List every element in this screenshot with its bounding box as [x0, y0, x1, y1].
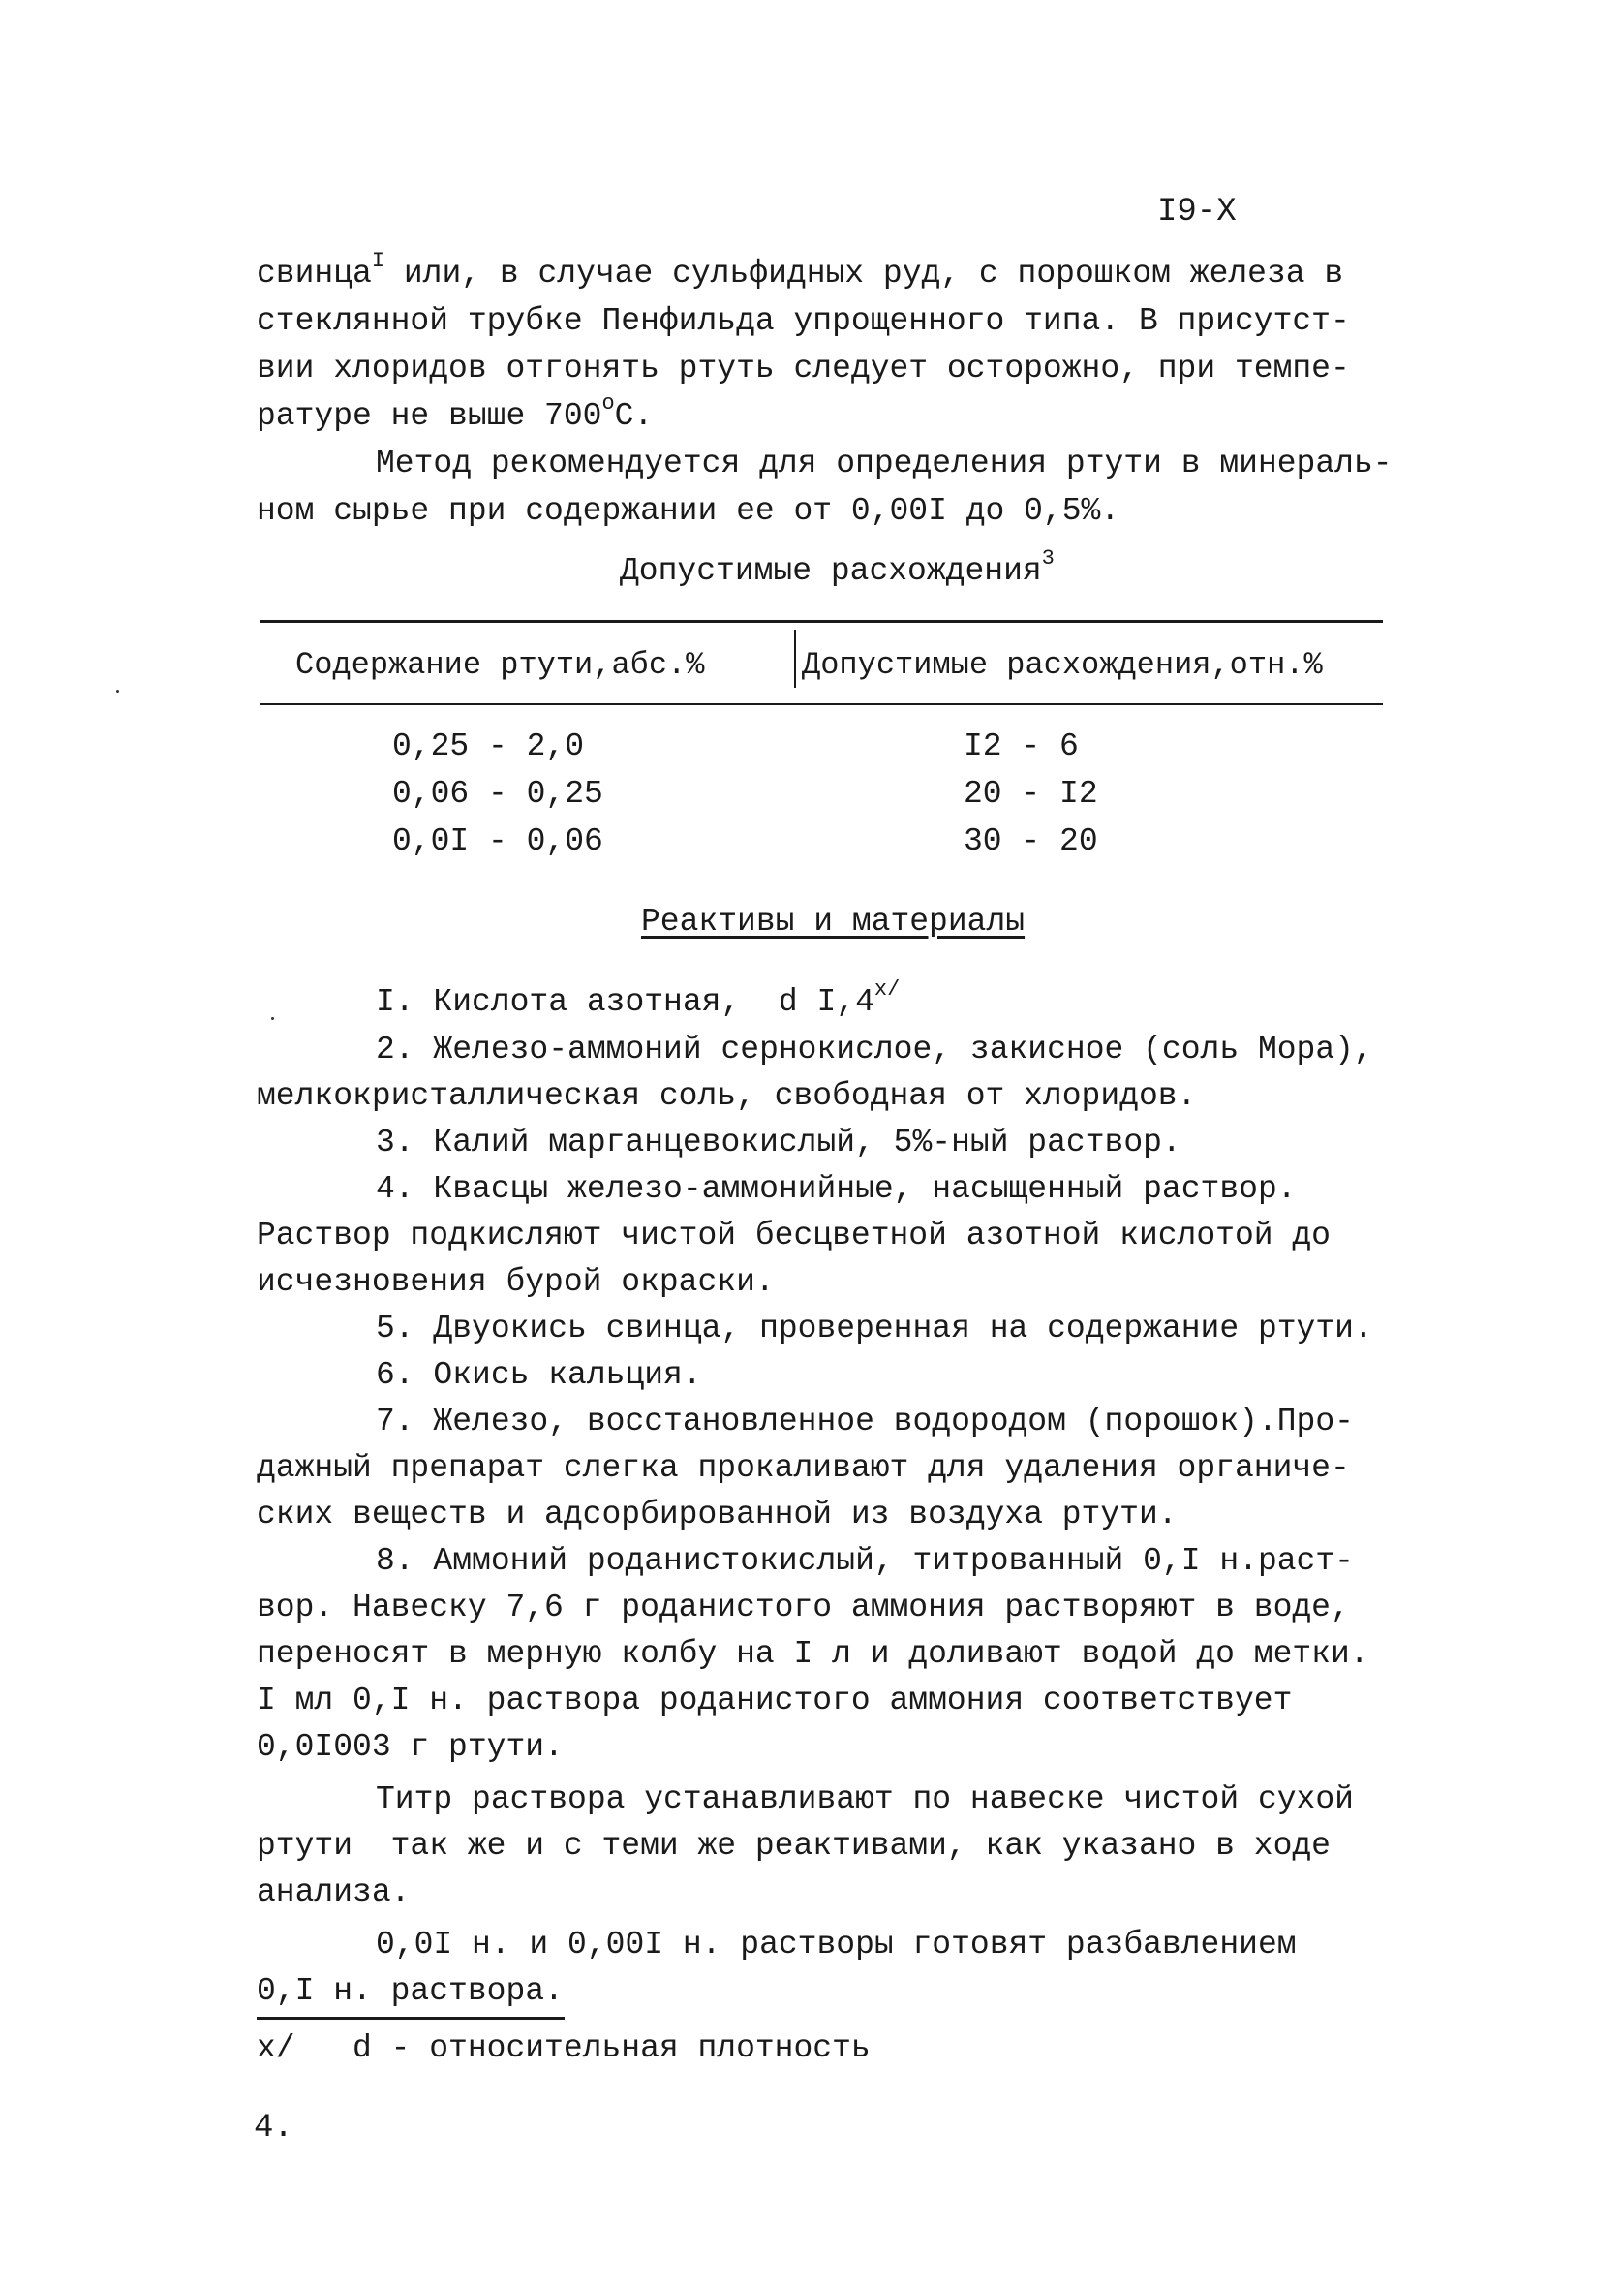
- degree-mark: о: [601, 391, 615, 416]
- reagent-item-3: 3. Калий марганцевокислый, 5%-ный раствор.: [376, 1125, 1181, 1160]
- reagent-item-8: 8. Аммоний роданистокислый, титрованный 0,I н.раст-: [376, 1543, 1354, 1579]
- reagent-item-8-cont: I мл 0,I н. раствора роданистого аммония соответствует: [257, 1683, 1293, 1718]
- reagent-item-6: 6. Окись кальция.: [376, 1357, 702, 1393]
- reagent-item-1: [376, 977, 901, 1025]
- table-header-tolerance: Допустимые расхождения,отн.%: [802, 647, 1323, 683]
- page-number: I9-X: [1157, 194, 1237, 231]
- table-cell-tolerance: 30 - 20: [964, 823, 1098, 859]
- reagent-item-2: 2. Железо-аммоний сернокислое, закисное (соль Мора),: [376, 1032, 1373, 1067]
- intro-line-2: стеклянной трубке Пенфильда упрощенного типа. В присутст-: [257, 303, 1350, 339]
- table-header-content: Содержание ртути,абс.%: [295, 647, 705, 683]
- reagent-item-8-cont: вор. Навеску 7,6 г роданистого аммония растворяют в воде,: [257, 1590, 1350, 1625]
- table-cell-content: 0,06 - 0,25: [392, 776, 603, 812]
- intro-line-5: Метод рекомендуется для определения ртути в минераль-: [376, 446, 1393, 481]
- reagent-text: I. Кислота азотная, d I,4: [376, 984, 874, 1020]
- table-title-text: Допустимые расхождения: [620, 553, 1042, 589]
- intro-text: С.: [614, 398, 654, 434]
- table-top-rule: [260, 620, 1383, 623]
- table-cell-content: 0,25 - 2,0: [392, 728, 585, 764]
- intro-text: свинца: [257, 256, 372, 292]
- titer-paragraph-cont: анализа.: [257, 1874, 411, 1910]
- titer-paragraph-cont: ртути так же и с теми же реактивами, как указано в ходе: [257, 1828, 1331, 1864]
- reagent-item-4-cont: Раствор подкисляют чистой бесцветной азотной кислотой до: [257, 1218, 1331, 1253]
- footnote-ref: x/: [873, 977, 901, 1002]
- reagent-item-5: 5. Двуокись свинца, проверенная на содержание ртути.: [376, 1311, 1373, 1346]
- section-heading: Реактивы и материалы: [641, 904, 1026, 940]
- intro-line-3: вии хлоридов отгонять ртуть следует осторожно, при темпе-: [257, 351, 1350, 386]
- reagent-item-8-cont: переносят в мерную колбу на I л и доливают водой до метки.: [257, 1636, 1369, 1672]
- sheet-number: 4.: [254, 2110, 293, 2147]
- table-header-rule: [260, 703, 1383, 705]
- footnote: x/ d - относительная плотность: [257, 2030, 871, 2066]
- reagent-item-8-cont: 0,0I003 г ртути.: [257, 1729, 564, 1765]
- footnote-ref: I: [371, 249, 385, 273]
- reagent-item-7-cont: ских веществ и адсорбированной из воздуха ртути.: [257, 1497, 1178, 1532]
- reagent-item-2-cont: мелкокристаллическая соль, свободная от хлоридов.: [257, 1078, 1197, 1114]
- footnote-ref: 3: [1041, 546, 1055, 571]
- reagent-item-7-cont: дажный препарат слегка прокаливают для удаления органиче-: [257, 1450, 1350, 1486]
- footnote-separator: [257, 2017, 565, 2020]
- table-column-divider: [794, 630, 796, 688]
- table-cell-tolerance: I2 - 6: [964, 728, 1079, 764]
- table-cell-tolerance: 20 - I2: [964, 776, 1098, 812]
- intro-text: ратуре не выше 700: [257, 398, 602, 434]
- intro-text: или, в случае сульфидных руд, с порошком железа в: [384, 256, 1344, 292]
- table-title: [620, 546, 1055, 594]
- table-cell-content: 0,0I - 0,06: [392, 823, 603, 859]
- intro-line-4: [257, 391, 654, 439]
- reagent-item-4: 4. Квасцы железо-аммонийные, насыщенный раствор.: [376, 1171, 1297, 1207]
- intro-line-1: [257, 249, 1344, 296]
- reagent-item-7: 7. Железо, восстановленное водородом (порошок).Про-: [376, 1404, 1354, 1439]
- dilution-paragraph: 0,0I н. и 0,00I н. растворы готовят разбавлением: [376, 1927, 1297, 1963]
- scan-speck: [271, 1017, 274, 1020]
- dilution-paragraph-cont: 0,I н. раствора.: [257, 1973, 564, 2009]
- titer-paragraph: Титр раствора устанавливают по навеске чистой сухой: [376, 1781, 1354, 1817]
- reagent-item-4-cont: исчезновения бурой окраски.: [257, 1264, 775, 1300]
- intro-line-6: ном сырье при содержании ее от 0,00I до 0,5%.: [257, 493, 1120, 529]
- scan-speck: [116, 690, 119, 693]
